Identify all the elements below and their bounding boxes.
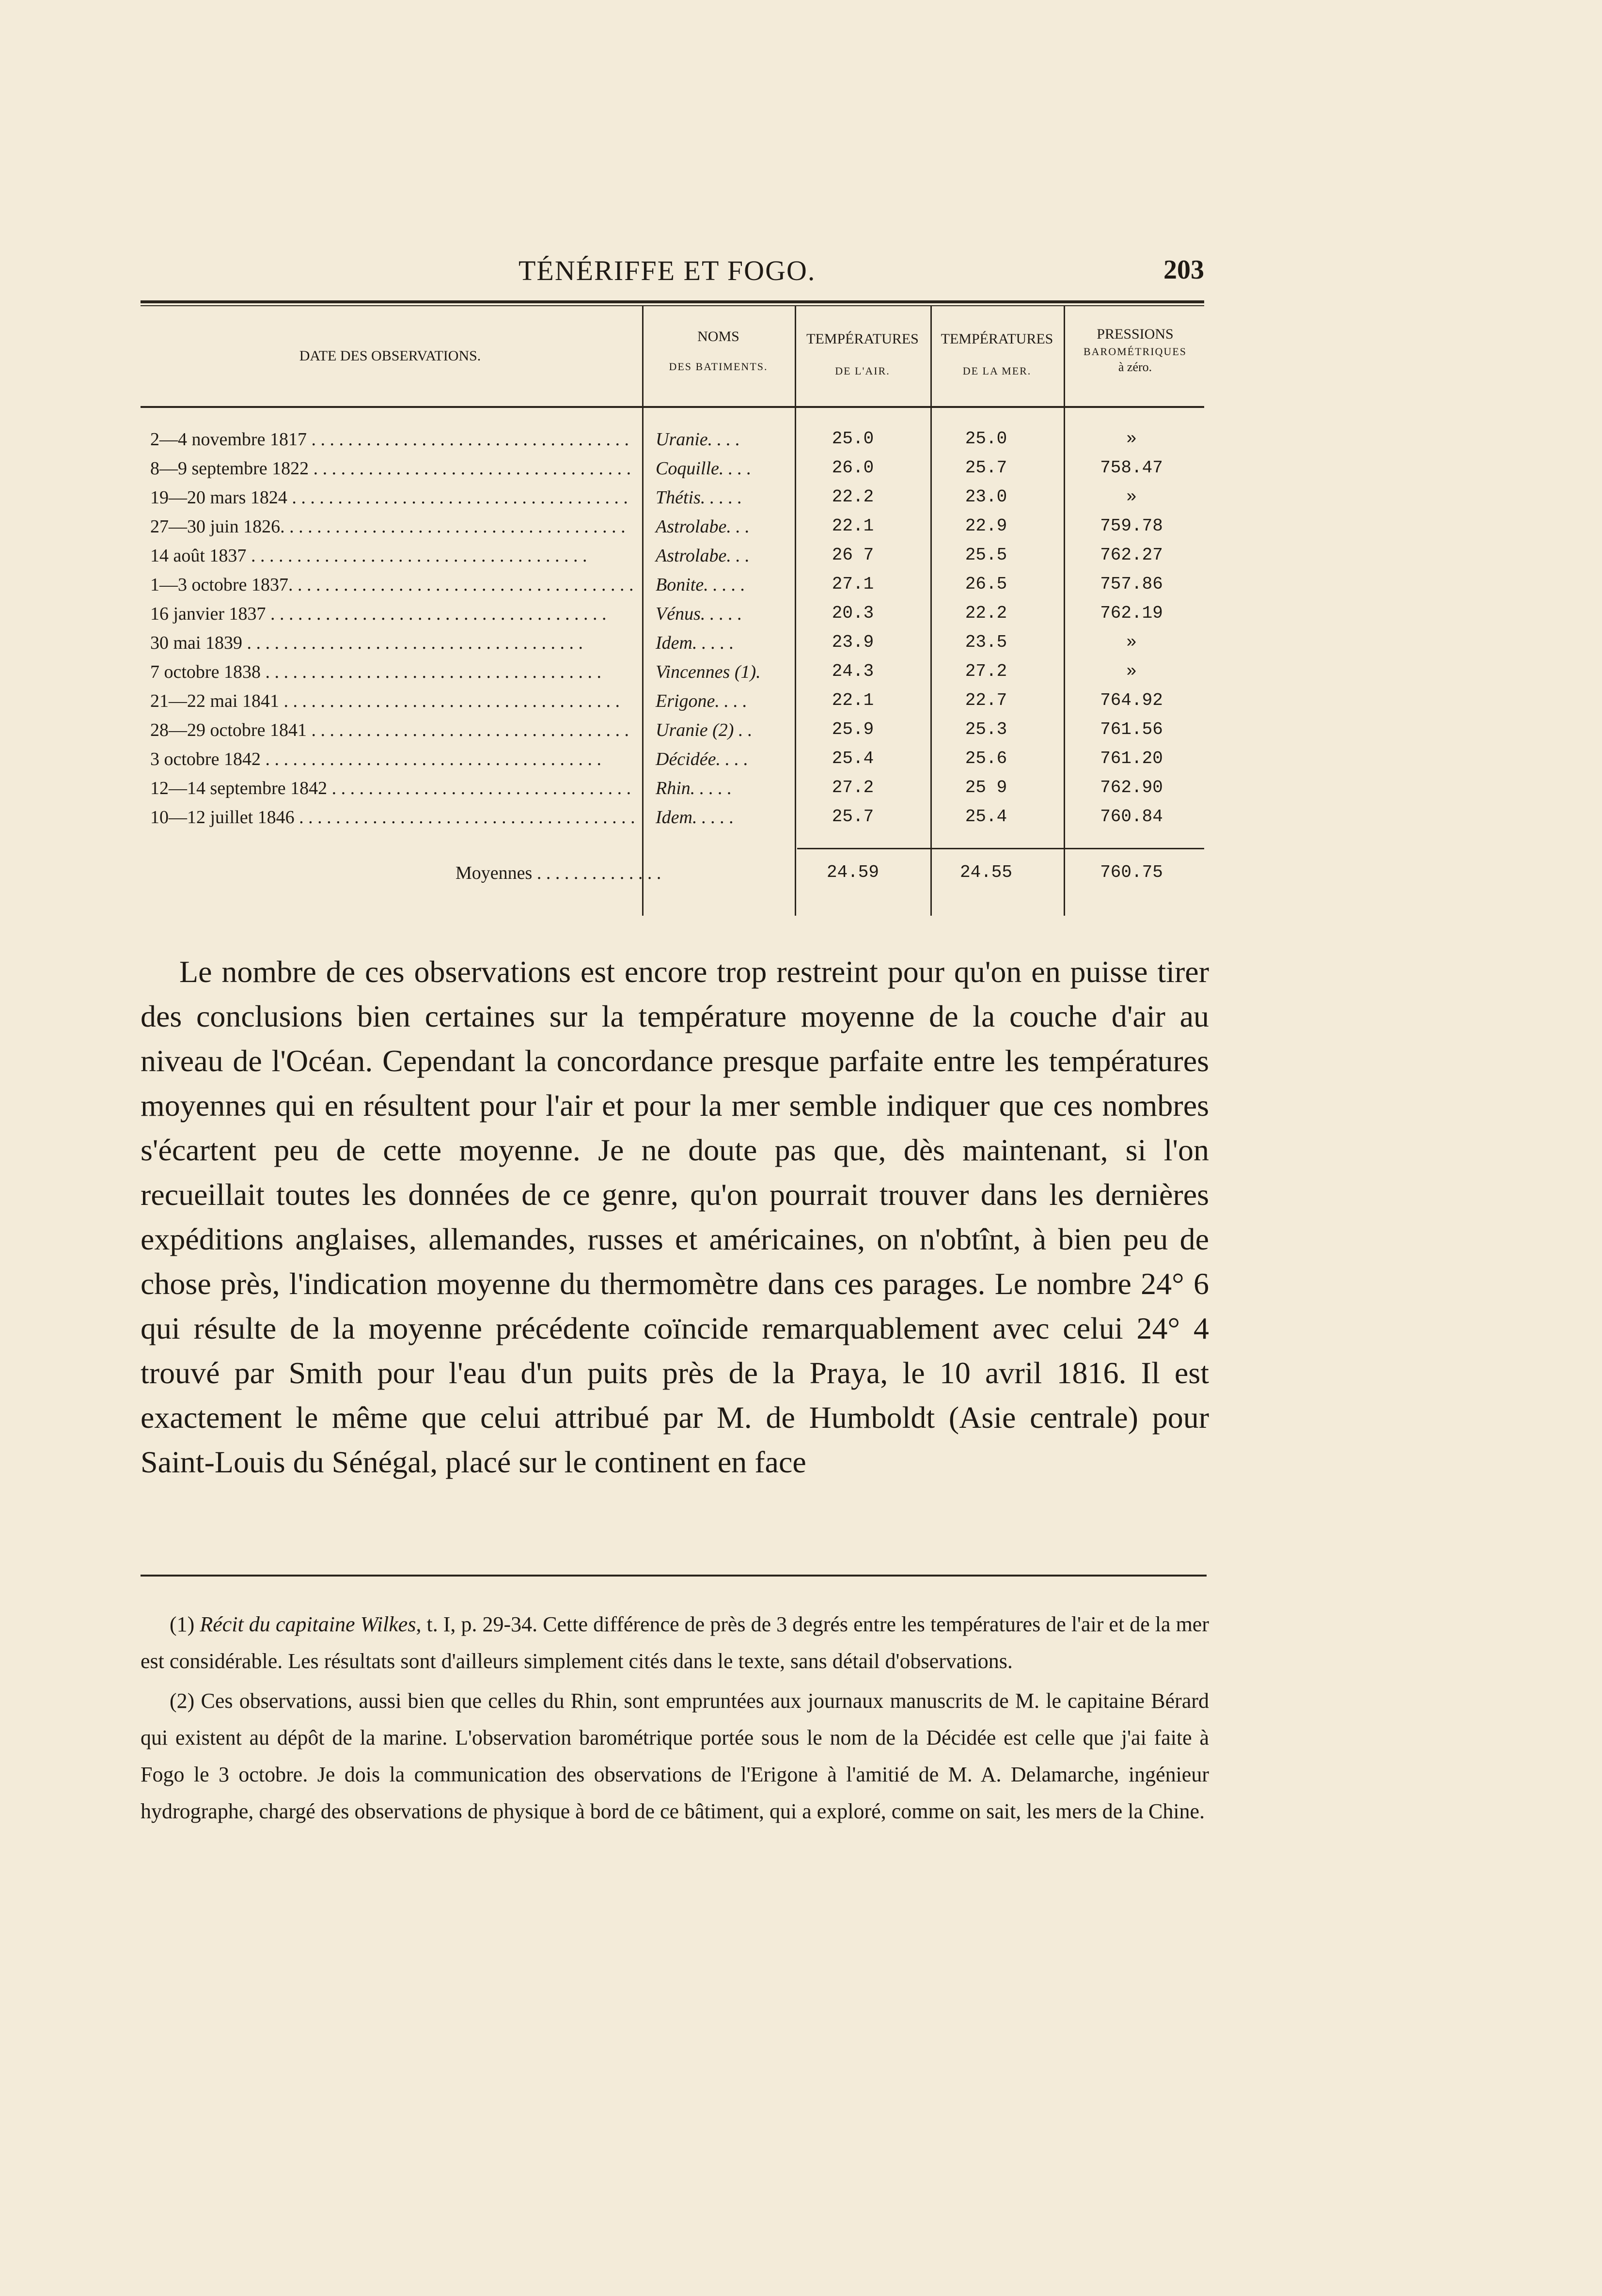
footnote-2-text: Ces observations, aussi bien que celles du Rhin, sont empruntées aux journaux manuscrits de M. le capitaine Bérard qui existent au dépôt de la marine. L'observation barométrique portée sous le nom de la Décidée est celle que j'ai faite à Fogo le 3 octobre. Je dois la communication des observations de l'Erigone à l'amitié de M. A. Delamarche, ingénieur hydrographe, chargé des observations de physique à bord de ce bâtiment, qui a exploré, comme on sait, les mers de la Chine. — [141, 1689, 1209, 1823]
page-header — [141, 254, 1204, 288]
pressure-cell: 764.92 — [1100, 690, 1163, 710]
table-row — [141, 749, 1204, 778]
table-row — [141, 516, 1204, 545]
pressure-cell: 762.90 — [1100, 778, 1163, 797]
ship-cell: Astrolabe. . . — [656, 546, 750, 566]
air-temp-cell: 25.0 — [832, 429, 874, 449]
date-cell: 21—22 mai 1841 . . . — [150, 690, 635, 712]
ship-cell: Vincennes (1). — [656, 662, 761, 682]
ship-cell: Idem. . . . . — [656, 807, 734, 828]
table-row — [141, 690, 1204, 719]
sea-temp-cell: 25 9 — [965, 778, 1007, 797]
page-number: 203 — [1163, 255, 1204, 285]
table-top-rule-thin — [141, 305, 1204, 306]
pressure-cell: 762.19 — [1100, 603, 1163, 623]
air-temp-cell: 25.9 — [832, 719, 874, 739]
ship-cell: Uranie. . . . — [656, 429, 740, 450]
table-row — [141, 807, 1204, 836]
sea-temp-cell: 25.6 — [965, 749, 1007, 768]
header-pressure-line2: BAROMÉTRIQUES — [1083, 345, 1187, 358]
pressure-cell: » — [1126, 632, 1137, 652]
footnote-1-text: , t. I, p. 29-34. Cette différence de près de 3 degrés entre les températures de l'air et de la mer est considérable. Les résultats sont d'ailleurs simplement cités dans le texte, sans détail d'observations. — [141, 1612, 1209, 1673]
table-top-rule — [141, 300, 1204, 303]
air-temp-cell: 23.9 — [832, 632, 874, 652]
footnote-1-marker: (1) — [170, 1612, 195, 1636]
air-temp-cell: 26 7 — [832, 545, 874, 565]
ship-cell: Bonite. . . . . — [656, 575, 745, 595]
header-pressure-line3: à zéro. — [1118, 360, 1152, 375]
pressure-cell: 757.86 — [1100, 574, 1163, 594]
date-cell: 27—30 juin 1826. . . . — [150, 516, 635, 537]
ship-cell: Coquille. . . . — [656, 458, 752, 479]
date-cell: 16 janvier 1837 . . . — [150, 603, 635, 625]
running-title: TÉNÉRIFFE ET FOGO. — [518, 255, 816, 286]
mean-rule — [797, 848, 1204, 849]
sea-temp-cell: 25.4 — [965, 807, 1007, 827]
pressure-cell: » — [1126, 429, 1137, 449]
body-text — [141, 950, 1209, 1484]
mean-sea-cell: 24.55 — [959, 862, 1013, 882]
table-row — [141, 778, 1204, 807]
sea-temp-cell: 22.9 — [965, 516, 1007, 536]
air-temp-cell: 26.0 — [832, 458, 874, 478]
ship-cell: Uranie (2) . . — [656, 720, 753, 740]
ship-cell: Idem. . . . . — [656, 633, 734, 653]
ship-cell: Astrolabe. . . — [656, 516, 750, 537]
air-temp-cell: 25.7 — [832, 807, 874, 827]
mean-label: Moyennes . . . — [455, 862, 661, 884]
header-sea — [933, 329, 1061, 378]
date-cell: 30 mai 1839 . . . — [150, 632, 635, 654]
table-row — [141, 429, 1204, 458]
date-cell: 28—29 octobre 1841 . . . — [150, 719, 635, 741]
header-pressure — [1066, 325, 1204, 375]
date-cell: 1—3 octobre 1837. . . . — [150, 574, 635, 595]
date-cell: 3 octobre 1842 . . . — [150, 749, 635, 770]
ship-cell: Thétis. . . . . — [656, 487, 742, 508]
header-ship-line2: DES BATIMENTS. — [669, 360, 768, 373]
header-bottom-rule — [141, 406, 1204, 408]
mean-air-cell: 24.59 — [826, 862, 880, 882]
table-row — [141, 603, 1204, 632]
sea-temp-cell: 23.0 — [965, 487, 1007, 507]
ship-cell: Décidée. . . . — [656, 749, 748, 769]
air-temp-cell: 25.4 — [832, 749, 874, 768]
air-temp-cell: 27.1 — [832, 574, 874, 594]
mean-row — [141, 862, 1204, 891]
table-row — [141, 632, 1204, 661]
table-row — [141, 574, 1204, 603]
observations-table — [141, 300, 1204, 916]
sea-temp-cell: 25.3 — [965, 719, 1007, 739]
sea-temp-cell: 22.7 — [965, 690, 1007, 710]
sea-temp-cell: 26.5 — [965, 574, 1007, 594]
footnote-rule — [141, 1575, 1207, 1577]
date-cell: 8—9 septembre 1822 . . . — [150, 458, 635, 479]
header-air — [797, 329, 928, 378]
footnote-1-title: Récit du capitaine Wilkes — [200, 1612, 416, 1636]
air-temp-cell: 27.2 — [832, 778, 874, 797]
sea-temp-cell: 23.5 — [965, 632, 1007, 652]
air-temp-cell: 20.3 — [832, 603, 874, 623]
pressure-cell: 762.27 — [1100, 545, 1163, 565]
header-sea-line2: DE LA MER. — [962, 364, 1032, 377]
sea-temp-cell: 27.2 — [965, 661, 1007, 681]
pressure-cell: 760.84 — [1100, 807, 1163, 827]
sea-temp-cell: 22.2 — [965, 603, 1007, 623]
header-air-line2: DE L'AIR. — [835, 364, 890, 377]
pressure-cell: » — [1126, 487, 1137, 507]
header-ship — [644, 327, 792, 374]
ship-cell: Rhin. . . . . — [656, 778, 732, 798]
table-row — [141, 458, 1204, 487]
table-row — [141, 719, 1204, 749]
air-temp-cell: 22.2 — [832, 487, 874, 507]
sea-temp-cell: 25.5 — [965, 545, 1007, 565]
table-row — [141, 545, 1204, 574]
pressure-cell: 761.56 — [1100, 719, 1163, 739]
date-cell: 14 août 1837 . . . — [150, 545, 635, 566]
date-cell: 2—4 novembre 1817 . . . — [150, 429, 635, 450]
header-pressure-line1: PRESSIONS — [1097, 326, 1174, 342]
mean-pressure-cell: 760.75 — [1100, 862, 1163, 882]
date-cell: 12—14 septembre 1842 . . . — [150, 778, 635, 799]
footnote-2-marker: (2) — [170, 1689, 195, 1713]
pressure-cell: 759.78 — [1100, 516, 1163, 536]
air-temp-cell: 24.3 — [832, 661, 874, 681]
air-temp-cell: 22.1 — [832, 690, 874, 710]
ship-cell: Vénus. . . . . — [656, 604, 742, 624]
pressure-cell: » — [1126, 661, 1137, 681]
air-temp-cell: 22.1 — [832, 516, 874, 536]
sea-temp-cell: 25.0 — [965, 429, 1007, 449]
header-date: DATE DES OBSERVATIONS. — [299, 348, 481, 364]
footnote-1 — [141, 1606, 1209, 1680]
date-cell: 19—20 mars 1824 . . . — [150, 487, 635, 508]
pressure-cell: 761.20 — [1100, 749, 1163, 768]
table-row — [141, 487, 1204, 516]
header-ship-line1: NOMS — [697, 328, 739, 344]
body-paragraph: Le nombre de ces observations est encore trop restreint pour qu'on en puisse tirer des conclusions bien certaines sur la température moyenne de la couche d'air au niveau de l'Océan. Cependant la concordance presque parfaite entre les températures moyennes qui en résultent pour l'air et pour la mer semble indiquer que ces nombres s'écartent peu de cette moyenne. Je ne doute pas que, dès maintenant, si l'on recueillait toutes les données de ce genre, qu'on pourrait trouver dans les dernières expéditions anglaises, allemandes, russes et américaines, on n'obtînt, à bien peu de chose près, l'indication moyenne du thermomètre dans ces parages. Le nombre 24° 6 qui résulte de la moyenne précédente coïncide remarquablement avec celui 24° 4 trouvé par Smith pour l'eau d'un puits près de la Praya, le 10 avril 1816. Il est exactement le même que celui attribué par M. de Humboldt (Asie centrale) pour Saint-Louis du Sénégal, placé sur le continent en face — [141, 954, 1209, 1479]
sea-temp-cell: 25.7 — [965, 458, 1007, 478]
footnotes — [141, 1606, 1209, 1833]
date-cell: 7 octobre 1838 . . . — [150, 661, 635, 683]
header-sea-line1: TEMPÉRATURES — [941, 331, 1053, 347]
footnote-2 — [141, 1683, 1209, 1830]
table-row — [141, 661, 1204, 690]
ship-cell: Erigone. . . . — [656, 691, 747, 711]
date-cell: 10—12 juillet 1846 . . . — [150, 807, 635, 828]
header-air-line1: TEMPÉRATURES — [806, 331, 919, 347]
pressure-cell: 758.47 — [1100, 458, 1163, 478]
